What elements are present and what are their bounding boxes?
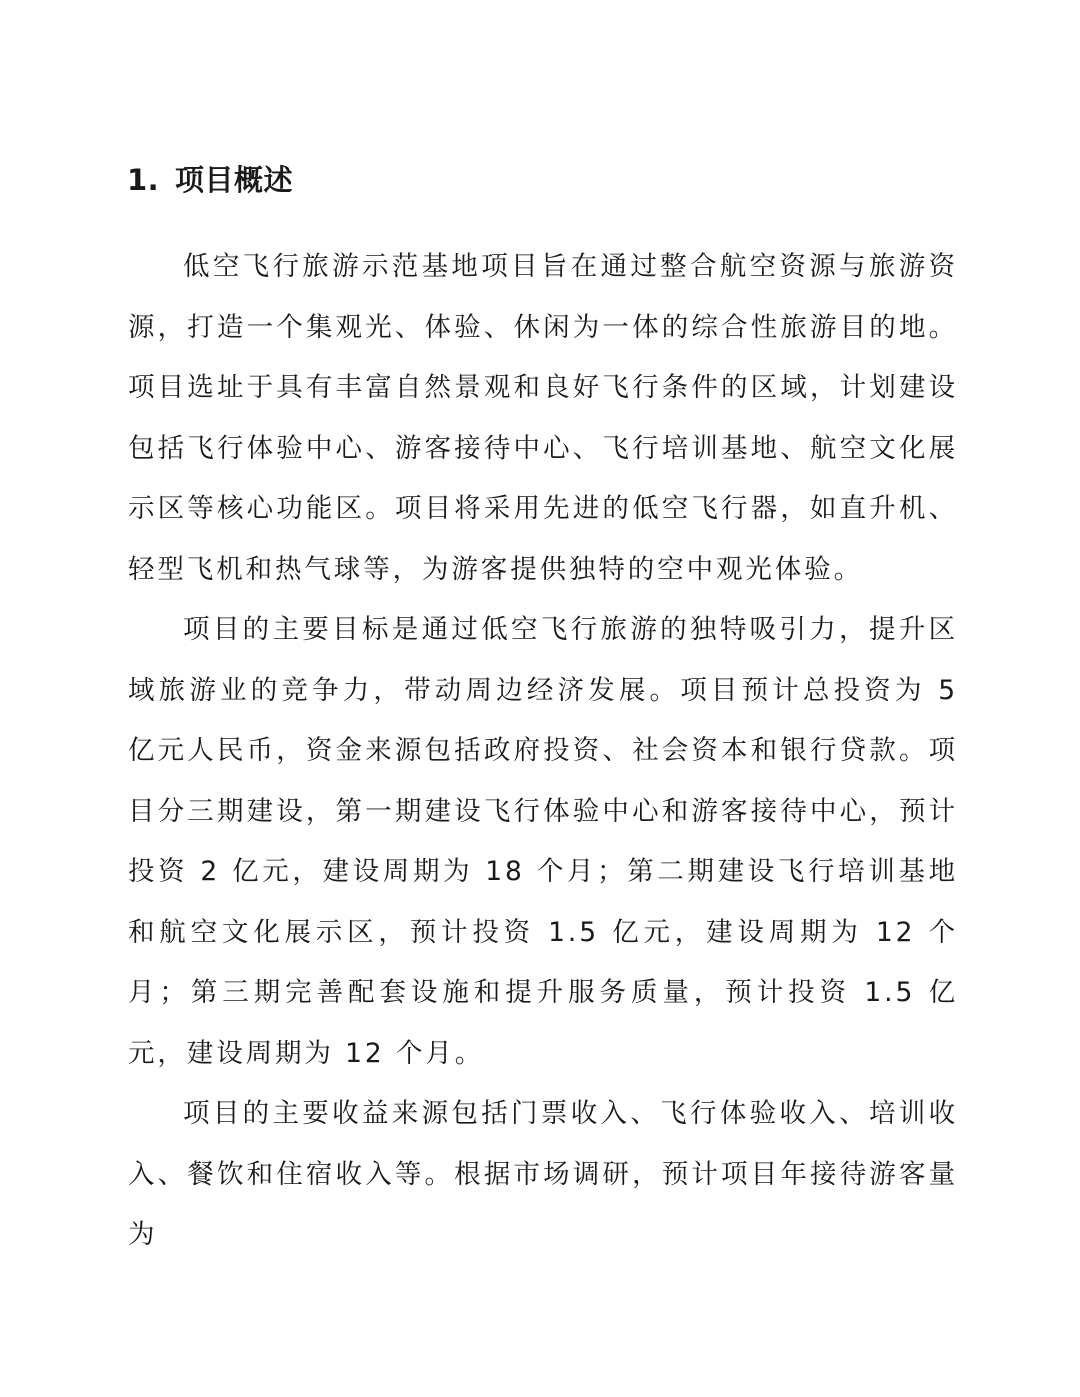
body-text	[128, 237, 958, 1266]
section-title: 项目概述	[175, 163, 294, 197]
paragraph-revenue: 项目的主要收益来源包括门票收入、飞行体验收入、培训收入、餐饮和住宿收入等。根据市场调研，预计项目年接待游客量为	[128, 1098, 958, 1250]
paragraph-goals-investment: 项目的主要目标是通过低空飞行旅游的独特吸引力，提升区域旅游业的竞争力，带动周边经济发展。项目预计总投资为 5 亿元人民币，资金来源包括政府投资、社会资本和银行贷款。项目分三期建设，第一期建设飞行体验中心和游客接待中心，预计投资 2 亿元，建设周期为 18 个月；第二期建设飞行培训基地和航空文化展示区，预计投资 1.5 亿元，建设周期为 12 个月；第三期完善配套设施和提升服务质量，预计投资 1.5 亿元，建设周期为 12 个月。	[128, 614, 958, 1069]
paragraph-overview: 低空飞行旅游示范基地项目旨在通过整合航空资源与旅游资源，打造一个集观光、体验、休闲为一体的综合性旅游目的地。项目选址于具有丰富自然景观和良好飞行条件的区域，计划建设包括飞行体验中心、游客接待中心、飞行培训基地、航空文化展示区等核心功能区。项目将采用先进的低空飞行器，如直升机、轻型飞机和热气球等，为游客提供独特的空中观光体验。	[128, 251, 958, 585]
section-number: 1.	[127, 163, 160, 197]
section-heading	[127, 158, 293, 202]
